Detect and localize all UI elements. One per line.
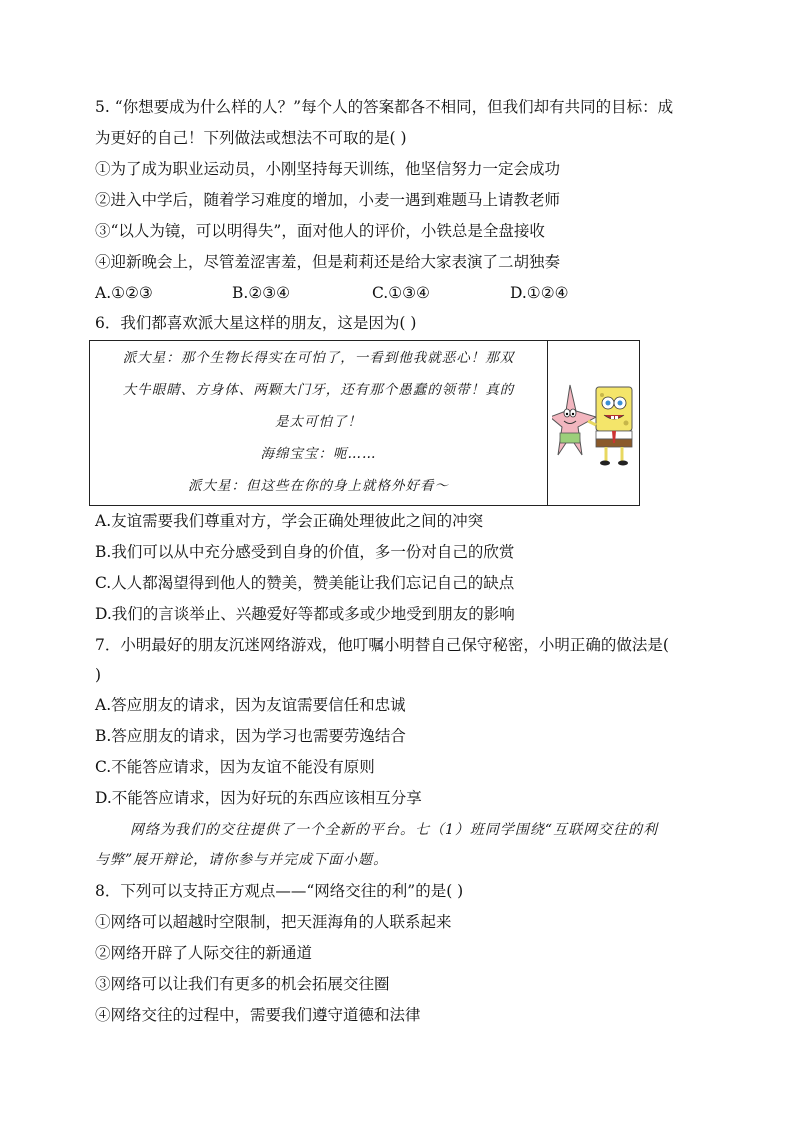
- q6-option-d: D.我们的言谈举止、兴趣爱好等都或多或少地受到朋友的影响: [95, 605, 515, 623]
- q8-stem: 8．下列可以支持正方观点——“网络交往的利”的是( ): [95, 882, 464, 900]
- q5-stem-line1: 5. “你想要成为什么样的人？”每个人的答案都各不相同，但我们却有共同的目标：成: [95, 98, 674, 116]
- q6-option-b: B.我们可以从中充分感受到自身的价值，多一份对自己的欣赏: [95, 543, 515, 561]
- q5-item-2: ②进入中学后，随着学习难度的增加，小麦一遇到难题马上请教老师: [95, 191, 561, 209]
- q8-item-1: ①网络可以超越时空限制，把天涯海角的人联系起来: [95, 913, 452, 931]
- q8-item-4: ④网络交往的过程中，需要我们遵守道德和法律: [95, 1006, 421, 1024]
- q6-option-a: A.友谊需要我们尊重对方，学会正确处理彼此之间的冲突: [95, 512, 484, 530]
- q8-item-2: ②网络开辟了人际交往的新通道: [95, 944, 313, 962]
- dialog-line-1: 派大星：那个生物长得实在可怕了，一看到他我就恶心！那双: [122, 350, 515, 366]
- q5-item-4: ④迎新晚会上，尽管羞涩害羞，但是莉莉还是给大家表演了二胡独奏: [95, 253, 561, 271]
- dialog-text: [90, 341, 547, 505]
- q5-option-a: A.①②③: [95, 284, 153, 302]
- dialog-line-2: 大牛眼睛、方身体、两颗大门牙，还有那个愚蠢的领带！真的: [122, 382, 515, 398]
- dialog-divider: [547, 341, 548, 505]
- q5-stem-line2: 为更好的自己！下列做法或想法不可取的是( ): [95, 129, 407, 147]
- q5-option-c: C.①③④: [372, 284, 430, 302]
- cartoon-characters-image: [552, 377, 636, 467]
- q8-item-3: ③网络可以让我们有更多的机会拓展交往圈: [95, 975, 390, 993]
- dialog-box: [89, 340, 640, 506]
- dialog-line-3: 是太可怕了！: [275, 414, 362, 430]
- q5-item-3: ③“以人为镜，可以明得失”，面对他人的评价，小铁总是全盘接收: [95, 222, 545, 240]
- q7-stem-line2: ): [95, 666, 102, 684]
- patrick-star-figure: [552, 385, 596, 455]
- q7-option-b: B.答应朋友的请求，因为学习也需要劳逸结合: [95, 727, 406, 745]
- q5-item-1: ①为了成为职业运动员，小刚坚持每天训练，他坚信努力一定会成功: [95, 160, 561, 178]
- q6-option-c: C.人人都渴望得到他人的赞美，赞美能让我们忘记自己的缺点: [95, 574, 515, 592]
- q5-option-d: D.①②④: [510, 284, 569, 302]
- q6-stem: 6．我们都喜欢派大星这样的朋友，这是因为( ): [95, 314, 417, 332]
- dialog-line-4: 海绵宝宝：呃……: [260, 446, 377, 462]
- q7-stem-line1: 7．小明最好的朋友沉迷网络游戏，他叮嘱小明替自己保守秘密，小明正确的做法是(: [95, 636, 669, 654]
- intro-line1: 网络为我们的交往提供了一个全新的平台。七（1）班同学围绕“互联网交往的利: [130, 822, 659, 838]
- q7-option-a: A.答应朋友的请求，因为友谊需要信任和忠诚: [95, 696, 406, 714]
- q5-option-b: B.②③④: [232, 284, 291, 302]
- q7-option-d: D.不能答应请求，因为好玩的东西应该相互分享: [95, 789, 422, 807]
- spongebob-figure: [588, 387, 632, 466]
- dialog-line-5: 派大星：但这些在你的身上就格外好看～: [188, 478, 449, 494]
- q7-option-c: C.不能答应请求，因为友谊不能没有原则: [95, 758, 375, 776]
- intro-line2: 与弊”展开辩论，请你参与并完成下面小题。: [95, 852, 389, 868]
